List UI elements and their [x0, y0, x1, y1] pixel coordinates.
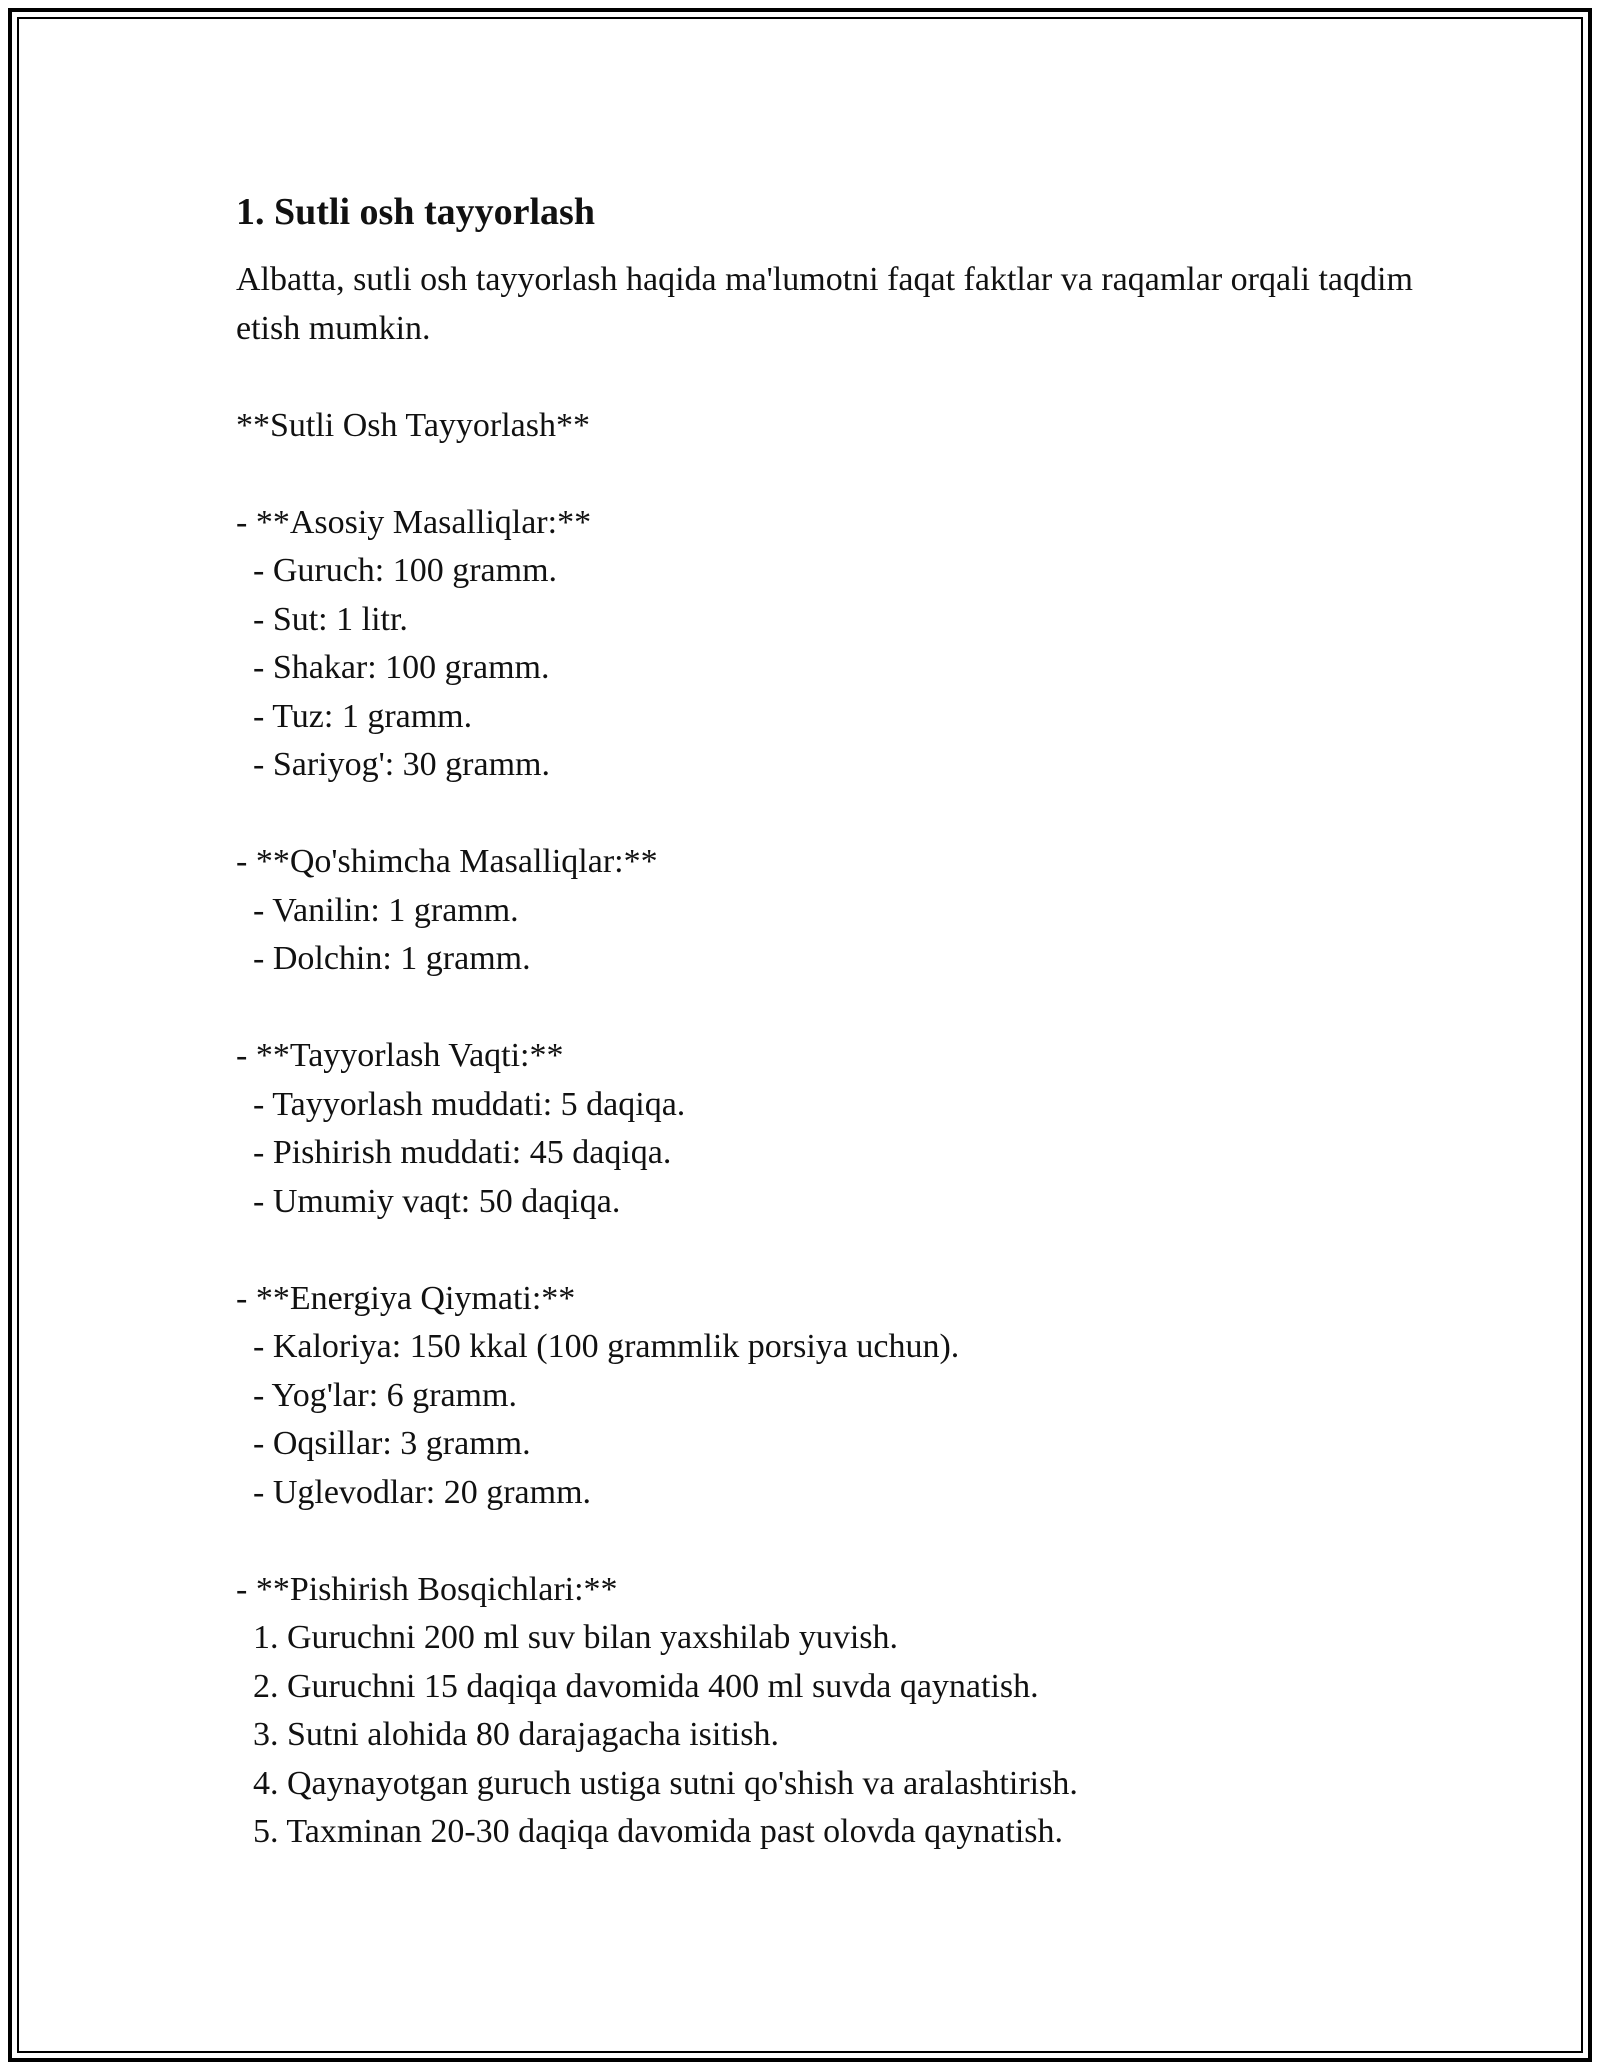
list-item: - Sut: 1 litr.: [236, 600, 408, 638]
list-item: - Uglevodlar: 20 gramm.: [236, 1473, 592, 1511]
recipe-heading: **Sutli Osh Tayyorlash**: [236, 406, 590, 444]
spacer: [236, 790, 1416, 839]
section-header: - **Energiya Qiymati:**: [236, 1279, 576, 1317]
list-item: - Pishirish muddati: 45 daqiqa.: [236, 1134, 672, 1171]
list-item: 2. Guruchni 15 daqiqa davomida 400 ml suvda qaynatish.: [236, 1667, 1039, 1705]
spacer: [236, 1517, 1416, 1566]
list-item: 3. Sutni alohida 80 darajagacha isitish.: [236, 1716, 779, 1753]
section-header: - **Qo'shimcha Masalliqlar:**: [236, 843, 658, 880]
list-item: - Vanilin: 1 gramm.: [236, 891, 519, 929]
list-item: - Shakar: 100 gramm.: [236, 649, 550, 686]
spacer: [236, 984, 1416, 1033]
list-item: - Guruch: 100 gramm.: [236, 552, 558, 589]
section-ingredients: [236, 499, 1416, 790]
list-item: - Dolchin: 1 gramm.: [236, 940, 531, 977]
section-header: - **Asosiy Masalliqlar:**: [236, 503, 592, 541]
spacer: [236, 450, 1416, 499]
spacer: [236, 1226, 1416, 1275]
intro-paragraph: Albatta, sutli osh tayyorlash haqida ma'lumotni faqat faktlar va raqamlar orqali taqdim etish mumkin.: [236, 261, 1413, 347]
section-extra-ingredients: [236, 838, 1416, 984]
section-header: - **Tayyorlash Vaqti:**: [236, 1037, 564, 1074]
list-item: - Oqsillar: 3 gramm.: [236, 1425, 531, 1462]
list-item: 5. Taxminan 20-30 daqiqa davomida past olovda qaynatish.: [236, 1813, 1063, 1850]
list-item: - Umumiy vaqt: 50 daqiqa.: [236, 1182, 621, 1220]
section-prep-time: [236, 1032, 1416, 1226]
list-item: - Tuz: 1 gramm.: [236, 697, 473, 735]
document-body: [236, 186, 1416, 1857]
section-energy-value: [236, 1275, 1416, 1518]
list-item: - Tayyorlash muddati: 5 daqiqa.: [236, 1085, 686, 1123]
section-header: - **Pishirish Bosqichlari:**: [236, 1570, 618, 1608]
document-title: 1. Sutli osh tayyorlash: [236, 191, 595, 233]
list-item: - Yog'lar: 6 gramm.: [236, 1376, 517, 1414]
list-item: - Kaloriya: 150 kkal (100 grammlik porsiya uchun).: [236, 1328, 960, 1365]
list-item: - Sariyog': 30 gramm.: [236, 746, 550, 783]
list-item: 1. Guruchni 200 ml suv bilan yaxshilab yuvish.: [236, 1619, 899, 1656]
list-item: 4. Qaynayotgan guruch ustiga sutni qo'shish va aralashtirish.: [236, 1764, 1078, 1802]
section-cooking-steps: [236, 1566, 1416, 1857]
spacer: [236, 353, 1416, 402]
